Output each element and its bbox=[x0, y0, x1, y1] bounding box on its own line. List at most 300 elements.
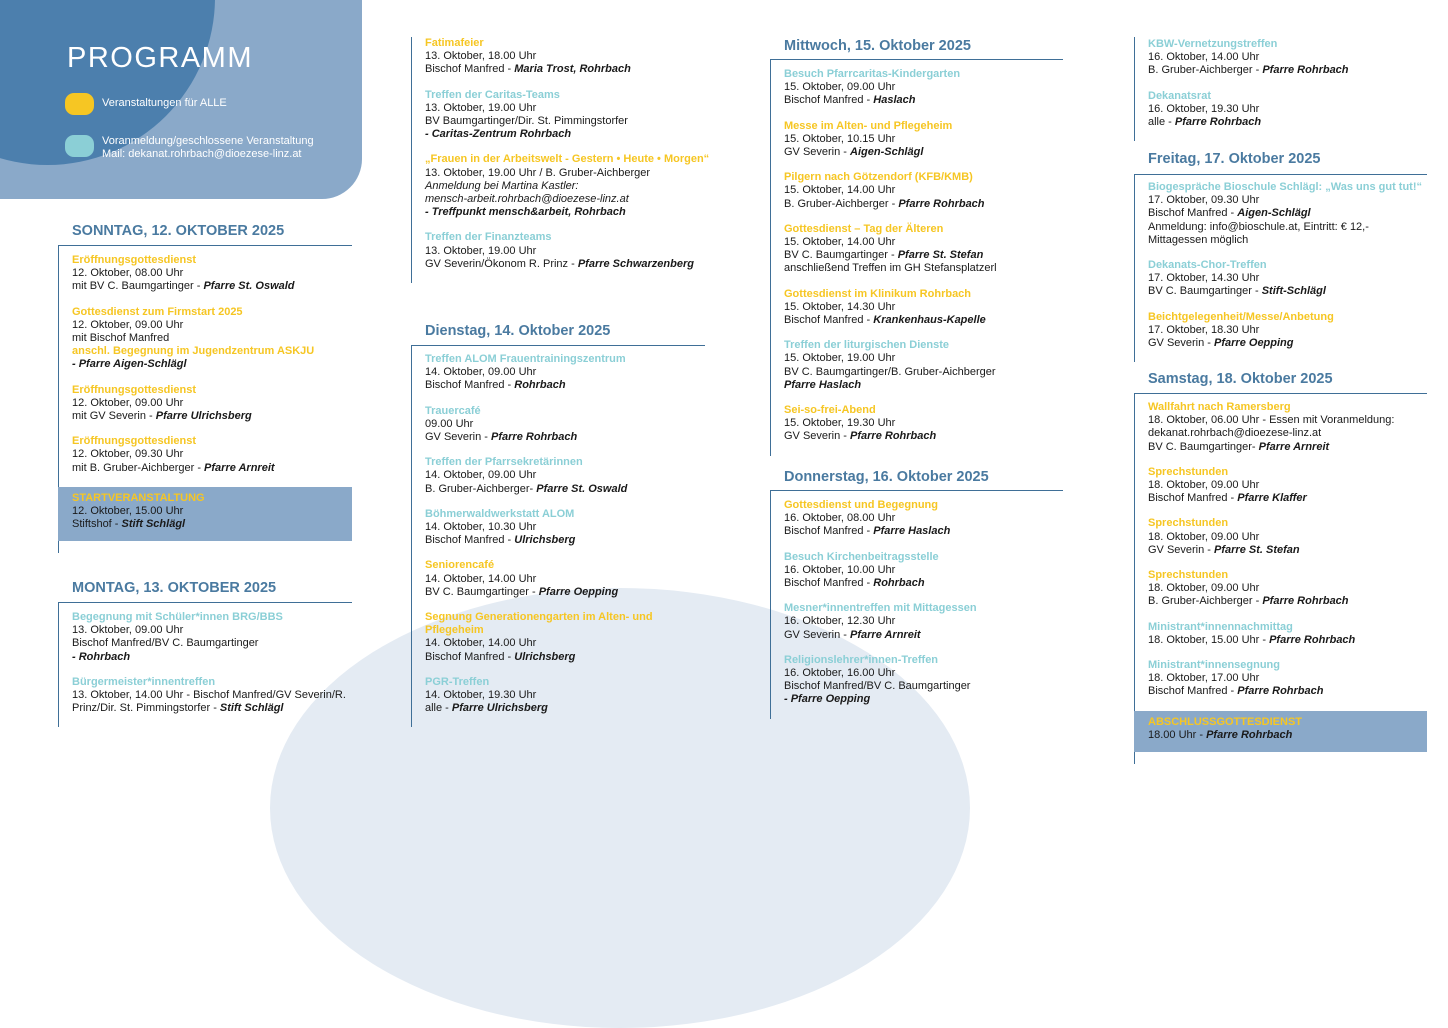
day-heading-saturday: Samstag, 18. Oktober 2025 bbox=[1148, 371, 1333, 387]
event-detail-text: BV C. Baumgartinger/B. Gruber-Aichberger bbox=[784, 365, 996, 378]
event-location: - Rohrbach bbox=[72, 650, 131, 663]
event-title: Gottesdienst im Klinikum Rohrbach bbox=[784, 287, 972, 300]
thursday-events-continued bbox=[1134, 37, 1427, 141]
event-detail-text: 18. Oktober, 17.00 Uhr bbox=[1148, 672, 1260, 685]
event-detail-text: GV Severin - bbox=[425, 431, 492, 444]
event-title: Pilgern nach Götzendorf (KFB/KMB) bbox=[784, 171, 973, 184]
event-detail-text: 17. Oktober, 09.30 Uhr bbox=[1148, 194, 1260, 207]
event-item bbox=[784, 171, 1063, 211]
event-item bbox=[425, 456, 705, 496]
event-detail-line bbox=[784, 184, 1063, 197]
event-detail-line bbox=[425, 245, 711, 258]
event-location: Pfarre Rohrbach bbox=[1174, 116, 1262, 129]
event-detail-text: 12. Oktober, 08.00 Uhr bbox=[72, 267, 184, 280]
event-detail-line bbox=[72, 505, 352, 518]
event-detail-line bbox=[784, 680, 1063, 693]
event-detail-text: Bischof Manfred - bbox=[1148, 685, 1238, 698]
event-item bbox=[425, 353, 705, 393]
event-item bbox=[72, 435, 352, 475]
event-item bbox=[1148, 311, 1427, 351]
event-location: Stift Schlägl bbox=[121, 518, 186, 531]
event-detail-line bbox=[72, 448, 352, 461]
event-detail-line bbox=[784, 249, 1063, 262]
event-detail-text: Bischof Manfred - bbox=[1148, 492, 1238, 505]
event-location: Pfarre Rohrbach bbox=[850, 430, 937, 443]
event-detail-text: 12. Oktober, 09.30 Uhr bbox=[72, 448, 184, 461]
event-item bbox=[425, 559, 705, 599]
event-item bbox=[425, 89, 711, 142]
event-detail-text: Bischof Manfred/BV C. Baumgartinger bbox=[72, 637, 259, 650]
event-title: Besuch Kirchenbeitragsstelle bbox=[784, 550, 939, 563]
event-location: - Treffpunkt mensch&arbeit, Rohrbach bbox=[425, 206, 626, 219]
event-detail-line bbox=[1148, 685, 1427, 698]
event-item bbox=[1148, 90, 1427, 130]
event-detail-text: Bischof Manfred - bbox=[425, 534, 515, 547]
event-title: Messe im Alten- und Pflegeheim bbox=[784, 119, 953, 132]
event-detail-line bbox=[1148, 531, 1427, 544]
event-detail-line bbox=[1148, 194, 1427, 207]
event-detail-text: 17. Oktober, 14.30 Uhr bbox=[1148, 272, 1260, 285]
event-detail-line bbox=[1148, 116, 1427, 129]
event-title: Besuch Pfarrcaritas-Kindergarten bbox=[784, 68, 961, 80]
event-detail-line bbox=[72, 624, 352, 637]
event-detail-line bbox=[1148, 103, 1427, 116]
event-location: Ulrichsberg bbox=[514, 650, 576, 663]
event-detail-text: B. Gruber-Aichberger - bbox=[1148, 595, 1263, 608]
event-detail-line bbox=[72, 651, 352, 664]
event-item bbox=[425, 508, 705, 548]
event-detail-line bbox=[425, 586, 705, 599]
event-detail-text: B. Gruber-Aichberger - bbox=[1148, 64, 1263, 77]
event-detail-line bbox=[425, 258, 711, 271]
event-item bbox=[1148, 569, 1427, 609]
event-detail-line bbox=[784, 564, 1063, 577]
event-location: Pfarre Rohrbach bbox=[1237, 685, 1324, 698]
event-detail-text: anschl. Begegnung im Jugendzentrum ASKJU bbox=[72, 345, 315, 358]
event-detail-text: mit BV C. Baumgartinger - bbox=[72, 280, 204, 293]
event-location: Pfarre Ulrichsberg bbox=[451, 702, 548, 715]
day-heading-tuesday: Dienstag, 14. Oktober 2025 bbox=[425, 323, 611, 339]
event-detail-line bbox=[1148, 272, 1427, 285]
event-detail-line bbox=[72, 637, 352, 650]
event-detail-text: dekanat.rohrbach@dioezese-linz.at bbox=[1148, 427, 1322, 440]
event-location: - Pfarre Oepping bbox=[784, 693, 871, 706]
event-location: Pfarre St. Stefan bbox=[897, 249, 984, 262]
event-title: Eröffnungsgottesdienst bbox=[72, 254, 197, 266]
event-location: Aigen-Schlägl bbox=[1237, 207, 1311, 220]
event-detail-text: 14. Oktober, 09.00 Uhr bbox=[425, 469, 537, 482]
event-item bbox=[1148, 659, 1427, 699]
event-title: Gottesdienst und Begegnung bbox=[784, 499, 938, 511]
event-detail-text: Bischof Manfred - bbox=[425, 63, 515, 76]
event-detail-text: Bischof Manfred - bbox=[425, 650, 515, 663]
event-detail-text: 15. Oktober, 19.00 Uhr bbox=[784, 352, 896, 365]
event-detail-line bbox=[784, 615, 1063, 628]
event-detail-text: Bischof Manfred - bbox=[425, 379, 515, 392]
legend-label: Voranmeldung/geschlossene Veranstaltung bbox=[102, 135, 314, 147]
event-detail-line bbox=[1148, 492, 1427, 505]
event-title: Sei-so-frei-Abend bbox=[784, 404, 876, 417]
event-detail-text: 15. Oktober, 10.15 Uhr bbox=[784, 132, 896, 145]
legend-item-closed bbox=[65, 135, 314, 161]
event-detail-line bbox=[425, 534, 705, 547]
event-title: Dekanatsrat bbox=[1148, 89, 1211, 102]
sunday-events bbox=[58, 245, 352, 553]
saturday-events bbox=[1134, 393, 1427, 764]
event-title: Wallfahrt nach Ramersberg bbox=[1148, 401, 1291, 413]
event-location: - Caritas-Zentrum Rohrbach bbox=[425, 128, 572, 141]
event-detail-text: Bischof Manfred - bbox=[1148, 207, 1238, 220]
event-detail-text: 13. Oktober, 19.00 Uhr bbox=[425, 244, 537, 257]
event-title: Ministrant*innensegnung bbox=[1148, 659, 1280, 672]
event-title: Sprechstunden bbox=[1148, 517, 1229, 530]
event-title: Sprechstunden bbox=[1148, 465, 1229, 478]
event-detail-text: mensch-arbeit.rohrbach@dioezese-linz.at bbox=[425, 193, 629, 206]
event-detail-line bbox=[784, 379, 1063, 392]
event-detail-line bbox=[425, 180, 711, 193]
event-title: STARTVERANSTALTUNG bbox=[72, 491, 205, 504]
event-detail-line bbox=[425, 128, 711, 141]
event-item bbox=[1148, 517, 1427, 557]
day-heading-wednesday: Mittwoch, 15. Oktober 2025 bbox=[784, 38, 971, 54]
event-detail-line bbox=[425, 50, 711, 63]
event-detail-line bbox=[425, 651, 705, 664]
event-detail-text: 18. Oktober, 09.00 Uhr bbox=[1148, 530, 1260, 543]
event-detail-line bbox=[784, 667, 1063, 680]
event-title: Treffen der liturgischen Dienste bbox=[784, 339, 950, 352]
event-location: Pfarre Arnreit bbox=[850, 628, 921, 641]
event-item bbox=[784, 654, 1063, 707]
event-location: Pfarre Klaffer bbox=[1237, 492, 1307, 505]
event-detail-text: 18. Oktober, 06.00 Uhr - Essen mit Voranmeldung: bbox=[1148, 414, 1395, 427]
legend-label: Veranstaltungen für ALLE bbox=[102, 97, 227, 109]
event-title: Mesner*innentreffen mit Mittagessen bbox=[784, 602, 977, 615]
event-detail-text: 16. Oktober, 12.30 Uhr bbox=[784, 615, 896, 628]
event-item bbox=[425, 37, 711, 77]
event-detail-text: 18. Oktober, 15.00 Uhr - bbox=[1148, 633, 1270, 646]
event-item bbox=[1148, 259, 1427, 299]
event-detail-text: 12. Oktober, 15.00 Uhr bbox=[72, 505, 184, 518]
event-detail-line bbox=[72, 397, 352, 410]
event-detail-line bbox=[1148, 51, 1427, 64]
event-title: Begegnung mit Schüler*innen BRG/BBS bbox=[72, 611, 283, 623]
event-detail-text: 16. Oktober, 08.00 Uhr bbox=[784, 512, 896, 525]
page-title: PROGRAMM bbox=[67, 42, 253, 74]
event-detail-text: BV C. Baumgartinger - bbox=[1148, 285, 1262, 298]
event-detail-line bbox=[1148, 595, 1427, 608]
event-detail-line bbox=[72, 410, 352, 423]
event-item bbox=[784, 120, 1063, 160]
event-item bbox=[1148, 621, 1427, 647]
event-detail-line bbox=[425, 206, 711, 219]
event-detail-text: mit B. Gruber-Aichberger - bbox=[72, 461, 205, 474]
event-location: Pfarre Arnreit bbox=[204, 461, 275, 474]
event-item bbox=[784, 551, 1063, 591]
event-detail-text: 16. Oktober, 16.00 Uhr bbox=[784, 667, 896, 680]
event-detail-line bbox=[1148, 234, 1427, 247]
event-location: Pfarre Oepping bbox=[538, 585, 619, 598]
event-detail-text: Anmeldung bei Martina Kastler: bbox=[425, 179, 579, 192]
event-detail-text: BV C. Baumgartinger - bbox=[784, 249, 898, 262]
event-location: Stift Schlägl bbox=[219, 702, 284, 715]
tuesday-events bbox=[411, 345, 705, 727]
event-title: Trauercafé bbox=[425, 404, 481, 417]
event-detail-line bbox=[784, 417, 1063, 430]
event-detail-line bbox=[1148, 64, 1427, 77]
event-title: PGR-Treffen bbox=[425, 675, 490, 688]
event-location: Maria Trost, Rohrbach bbox=[514, 63, 631, 76]
event-detail-line bbox=[784, 146, 1063, 159]
event-title: KBW-Vernetzungstreffen bbox=[1148, 38, 1278, 50]
event-location: Pfarre Rohrbach bbox=[898, 197, 985, 210]
highlight-event bbox=[58, 487, 352, 542]
event-title: Treffen der Finanzteams bbox=[425, 231, 552, 244]
event-detail-line bbox=[1148, 441, 1427, 454]
event-detail-line bbox=[784, 236, 1063, 249]
monday-events bbox=[58, 602, 352, 727]
event-item bbox=[425, 153, 711, 219]
event-location: Pfarre Arnreit bbox=[1258, 440, 1330, 453]
event-location: Pfarre St. Oswald bbox=[203, 280, 295, 293]
event-title: Biogespräche Bioschule Schlägl: „Was uns gut tut!“ bbox=[1148, 181, 1423, 193]
event-detail-text: GV Severin/Ökonom R. Prinz - bbox=[425, 257, 578, 270]
event-detail-line bbox=[784, 262, 1063, 275]
event-detail-text: B. Gruber-Aichberger - bbox=[784, 197, 899, 210]
event-item bbox=[425, 676, 705, 716]
event-detail-text: 16. Oktober, 14.00 Uhr bbox=[1148, 51, 1260, 64]
event-detail-line bbox=[425, 379, 705, 392]
event-detail-line bbox=[425, 193, 711, 206]
event-detail-line bbox=[72, 689, 352, 702]
event-item bbox=[784, 339, 1063, 392]
event-location: Pfarre Rohrbach bbox=[1206, 728, 1293, 741]
event-detail-text: B. Gruber-Aichberger- bbox=[425, 482, 537, 495]
event-title: Segnung Generationengarten im Alten- und Pflegeheim bbox=[425, 611, 653, 637]
event-detail-text: 13. Oktober, 18.00 Uhr bbox=[425, 50, 537, 63]
event-detail-text: 13. Oktober, 19.00 Uhr / B. Gruber-Aichberger bbox=[425, 166, 651, 179]
event-detail-line bbox=[425, 167, 711, 180]
event-detail-line bbox=[1148, 634, 1427, 647]
event-title: Ministrant*innennachmittag bbox=[1148, 620, 1293, 633]
event-detail-text: BV C. Baumgartinger- bbox=[1148, 440, 1259, 453]
event-detail-line bbox=[72, 280, 352, 293]
event-location: Pfarre Haslach bbox=[784, 378, 862, 391]
event-detail-text: Bischof Manfred - bbox=[784, 94, 874, 107]
event-item bbox=[72, 384, 352, 424]
event-detail-text: GV Severin - bbox=[784, 628, 851, 641]
event-location: Ulrichsberg bbox=[514, 534, 576, 547]
event-item bbox=[425, 611, 705, 664]
event-location: Pfarre Rohrbach bbox=[1262, 64, 1349, 77]
event-detail-text: 09.00 Uhr bbox=[425, 417, 474, 430]
event-detail-line bbox=[1148, 221, 1427, 234]
event-item bbox=[1148, 38, 1427, 78]
event-detail-line bbox=[1148, 337, 1427, 350]
event-title: Treffen der Pfarrsekretärinnen bbox=[425, 456, 583, 469]
event-detail-line bbox=[425, 702, 705, 715]
event-detail-text: Anmeldung: info@bioschule.at, Eintritt: € 12,- bbox=[1148, 220, 1369, 233]
event-detail-text: Bischof Manfred - bbox=[784, 525, 874, 538]
event-detail-line bbox=[425, 102, 711, 115]
event-detail-line bbox=[1148, 207, 1427, 220]
event-detail-line bbox=[425, 637, 705, 650]
event-item bbox=[784, 288, 1063, 328]
event-detail-text: 16. Oktober, 10.00 Uhr bbox=[784, 563, 896, 576]
event-detail-line bbox=[425, 366, 705, 379]
event-detail-text: 14. Oktober, 09.00 Uhr bbox=[425, 366, 537, 379]
event-detail-line bbox=[1148, 479, 1427, 492]
event-detail-line bbox=[784, 577, 1063, 590]
event-detail-text: 15. Oktober, 19.30 Uhr bbox=[784, 417, 896, 430]
event-title: Beichtgelegenheit/Messe/Anbetung bbox=[1148, 310, 1334, 323]
event-detail-text: 16. Oktober, 19.30 Uhr bbox=[1148, 102, 1260, 115]
day-heading-thursday: Donnerstag, 16. Oktober 2025 bbox=[784, 469, 989, 485]
event-detail-line bbox=[784, 525, 1063, 538]
event-detail-text: 17. Oktober, 18.30 Uhr bbox=[1148, 323, 1260, 336]
legend-swatch-teal bbox=[65, 135, 94, 157]
friday-events bbox=[1134, 174, 1427, 362]
event-detail-text: 13. Oktober, 14.00 Uhr - Bischof Manfred/GV Severin/R. bbox=[72, 689, 346, 702]
event-item bbox=[425, 231, 711, 271]
event-detail-line bbox=[1148, 672, 1427, 685]
event-detail-line bbox=[1148, 324, 1427, 337]
day-heading-friday: Freitag, 17. Oktober 2025 bbox=[1148, 151, 1321, 167]
event-detail-text: GV Severin - bbox=[1148, 543, 1215, 556]
event-detail-line bbox=[72, 462, 352, 475]
event-detail-text: 18.00 Uhr - bbox=[1148, 728, 1207, 741]
event-detail-text: alle - bbox=[1148, 116, 1175, 129]
event-detail-text: BV Baumgartinger/Dir. St. Pimmingstorfer bbox=[425, 115, 628, 128]
event-detail-text: 13. Oktober, 19.00 Uhr bbox=[425, 101, 537, 114]
event-location: Rohrbach bbox=[873, 577, 925, 590]
event-detail-line bbox=[72, 518, 352, 531]
event-title: Sprechstunden bbox=[1148, 569, 1229, 582]
wednesday-events bbox=[770, 59, 1063, 456]
event-title: Religionslehrer*innen-Treffen bbox=[784, 653, 939, 666]
event-detail-line bbox=[425, 115, 711, 128]
event-detail-line bbox=[425, 469, 705, 482]
event-detail-line bbox=[784, 301, 1063, 314]
day-heading-monday: MONTAG, 13. OKTOBER 2025 bbox=[72, 580, 277, 596]
event-item bbox=[784, 223, 1063, 276]
event-title: Gottesdienst zum Firmstart 2025 bbox=[72, 305, 243, 318]
event-location: Pfarre Rohrbach bbox=[1262, 595, 1349, 608]
event-detail-text: 12. Oktober, 09.00 Uhr bbox=[72, 318, 184, 331]
event-detail-line bbox=[784, 693, 1063, 706]
legend-swatch-yellow bbox=[65, 93, 94, 115]
event-detail-text: GV Severin - bbox=[1148, 337, 1215, 350]
event-location: Aigen-Schlägl bbox=[850, 146, 924, 159]
event-item bbox=[784, 499, 1063, 539]
event-detail-text: 13. Oktober, 09.00 Uhr bbox=[72, 624, 184, 637]
event-location: Pfarre Oepping bbox=[1214, 337, 1294, 350]
event-detail-line bbox=[425, 483, 705, 496]
event-detail-line bbox=[425, 573, 705, 586]
event-item bbox=[1148, 466, 1427, 506]
event-detail-line bbox=[784, 430, 1063, 443]
event-detail-text: 12. Oktober, 09.00 Uhr bbox=[72, 396, 184, 409]
event-detail-text: anschließend Treffen im GH Stefansplatzerl bbox=[784, 262, 997, 275]
event-location: Pfarre St. Oswald bbox=[536, 482, 628, 495]
event-detail-line bbox=[72, 702, 352, 715]
event-detail-text: 14. Oktober, 14.00 Uhr bbox=[425, 637, 537, 650]
event-location: Stift-Schlägl bbox=[1261, 285, 1326, 298]
event-detail-line bbox=[1148, 414, 1427, 427]
event-detail-line bbox=[425, 431, 705, 444]
event-detail-line bbox=[72, 267, 352, 280]
event-detail-text: 14. Oktober, 10.30 Uhr bbox=[425, 521, 537, 534]
event-detail-text: Bischof Manfred - bbox=[784, 577, 874, 590]
event-detail-line bbox=[1148, 582, 1427, 595]
event-location: Rohrbach bbox=[514, 379, 566, 392]
event-detail-text: Mittagessen möglich bbox=[1148, 233, 1249, 246]
event-title: Fatimafeier bbox=[425, 37, 484, 49]
event-detail-line bbox=[1148, 729, 1427, 742]
event-item bbox=[784, 404, 1063, 444]
event-detail-line bbox=[425, 521, 705, 534]
event-item bbox=[72, 306, 352, 372]
event-location: Pfarre Rohrbach bbox=[491, 431, 578, 444]
event-detail-text: 18. Oktober, 09.00 Uhr bbox=[1148, 479, 1260, 492]
event-item bbox=[1148, 401, 1427, 454]
event-detail-text: 15. Oktober, 14.00 Uhr bbox=[784, 236, 896, 249]
event-location: Pfarre St. Stefan bbox=[1214, 543, 1300, 556]
event-detail-line bbox=[784, 366, 1063, 379]
event-item bbox=[784, 602, 1063, 642]
event-title: Dekanats-Chor-Treffen bbox=[1148, 259, 1267, 272]
event-detail-text: Prinz/Dir. St. Pimmingstorfer - bbox=[72, 702, 220, 715]
event-item bbox=[72, 676, 352, 716]
event-item bbox=[72, 611, 352, 664]
event-location: Krankenhaus-Kapelle bbox=[873, 314, 986, 327]
event-detail-line bbox=[425, 418, 705, 431]
event-detail-text: 15. Oktober, 14.30 Uhr bbox=[784, 300, 896, 313]
event-title: Eröffnungsgottesdienst bbox=[72, 435, 197, 448]
event-location: - Pfarre Aigen-Schlägl bbox=[72, 358, 187, 371]
event-detail-line bbox=[1148, 285, 1427, 298]
thursday-events bbox=[770, 490, 1063, 719]
event-title: Seniorencafé bbox=[425, 559, 495, 572]
event-detail-line bbox=[784, 198, 1063, 211]
event-item bbox=[72, 254, 352, 294]
event-detail-text: GV Severin - bbox=[784, 146, 851, 159]
event-title: Eröffnungsgottesdienst bbox=[72, 383, 197, 396]
event-detail-line bbox=[72, 319, 352, 332]
event-title: ABSCHLUSSGOTTESDIENST bbox=[1148, 715, 1303, 728]
event-detail-text: 15. Oktober, 14.00 Uhr bbox=[784, 184, 896, 197]
event-item bbox=[425, 405, 705, 445]
event-item bbox=[784, 68, 1063, 108]
event-detail-line bbox=[72, 332, 352, 345]
event-detail-line bbox=[1148, 427, 1427, 440]
event-detail-text: Stiftshof - bbox=[72, 518, 122, 531]
event-location: Haslach bbox=[873, 94, 916, 107]
event-detail-text: 14. Oktober, 14.00 Uhr bbox=[425, 572, 537, 585]
event-detail-text: alle - bbox=[425, 702, 452, 715]
event-detail-text: Bischof Manfred/BV C. Baumgartinger bbox=[784, 680, 971, 693]
event-detail-line bbox=[72, 345, 352, 358]
event-detail-line bbox=[784, 81, 1063, 94]
highlight-event bbox=[1134, 711, 1427, 752]
legend-item-all bbox=[65, 93, 227, 115]
event-detail-line bbox=[784, 352, 1063, 365]
event-title: Treffen der Caritas-Teams bbox=[425, 88, 560, 101]
event-title: Gottesdienst – Tag der Älteren bbox=[784, 222, 944, 235]
event-detail-text: BV C. Baumgartinger - bbox=[425, 585, 539, 598]
event-detail-line bbox=[784, 512, 1063, 525]
event-detail-line bbox=[784, 314, 1063, 327]
event-title: Böhmerwaldwerkstatt ALOM bbox=[425, 507, 575, 520]
